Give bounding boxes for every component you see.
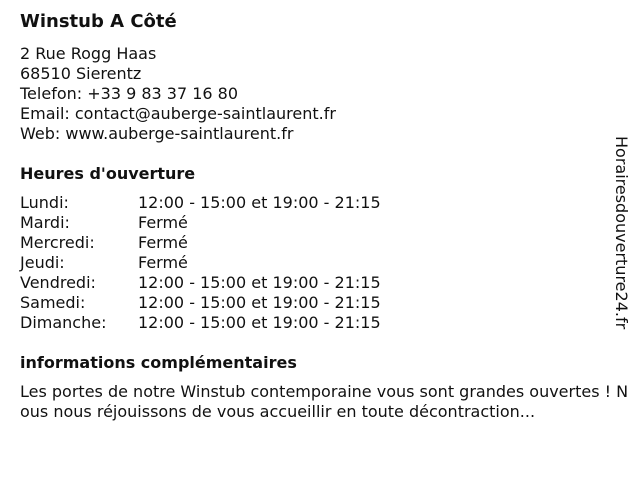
hours-row-monday — [20, 193, 620, 213]
info-heading: informations complémentaires — [20, 353, 297, 372]
phone-line: Telefon: +33 9 83 37 16 80 — [20, 84, 239, 103]
hours-day-label: Mardi: — [20, 213, 70, 232]
hours-table — [20, 193, 620, 333]
hours-day-label: Lundi: — [20, 193, 69, 212]
address-street: 2 Rue Rogg Haas — [20, 44, 157, 63]
hours-row-saturday — [20, 293, 620, 313]
email-line: Email: contact@auberge-saintlaurent.fr — [20, 104, 336, 123]
hours-day-label: Vendredi: — [20, 273, 96, 292]
business-name: Winstub A Côté — [20, 11, 177, 32]
address-city: 68510 Sierentz — [20, 64, 142, 83]
hours-time-value: Fermé — [138, 233, 188, 252]
hours-time-value: Fermé — [138, 253, 188, 272]
hours-day-label: Jeudi: — [20, 253, 65, 272]
hours-time-value: 12:00 - 15:00 et 19:00 - 21:15 — [138, 273, 381, 292]
hours-day-label: Mercredi: — [20, 233, 95, 252]
hours-day-label: Dimanche: — [20, 313, 107, 332]
hours-heading: Heures d'ouverture — [20, 164, 196, 183]
hours-row-sunday — [20, 313, 620, 333]
hours-row-friday — [20, 273, 620, 293]
hours-row-thursday — [20, 253, 620, 273]
hours-row-tuesday — [20, 213, 620, 233]
site-link[interactable]: Horairesdouverture24.fr — [612, 136, 631, 330]
hours-time-value: 12:00 - 15:00 et 19:00 - 21:15 — [138, 193, 381, 212]
hours-day-label: Samedi: — [20, 293, 86, 312]
web-line: Web: www.auberge-saintlaurent.fr — [20, 124, 294, 143]
hours-time-value: Fermé — [138, 213, 188, 232]
hours-row-wednesday — [20, 233, 620, 253]
hours-time-value: 12:00 - 15:00 et 19:00 - 21:15 — [138, 313, 381, 332]
info-description: Les portes de notre Winstub contemporaine vous sont grandes ouvertes ! Nous nous réjouissons de vous accueillir en toute décontraction... — [20, 382, 629, 421]
hours-time-value: 12:00 - 15:00 et 19:00 - 21:15 — [138, 293, 381, 312]
